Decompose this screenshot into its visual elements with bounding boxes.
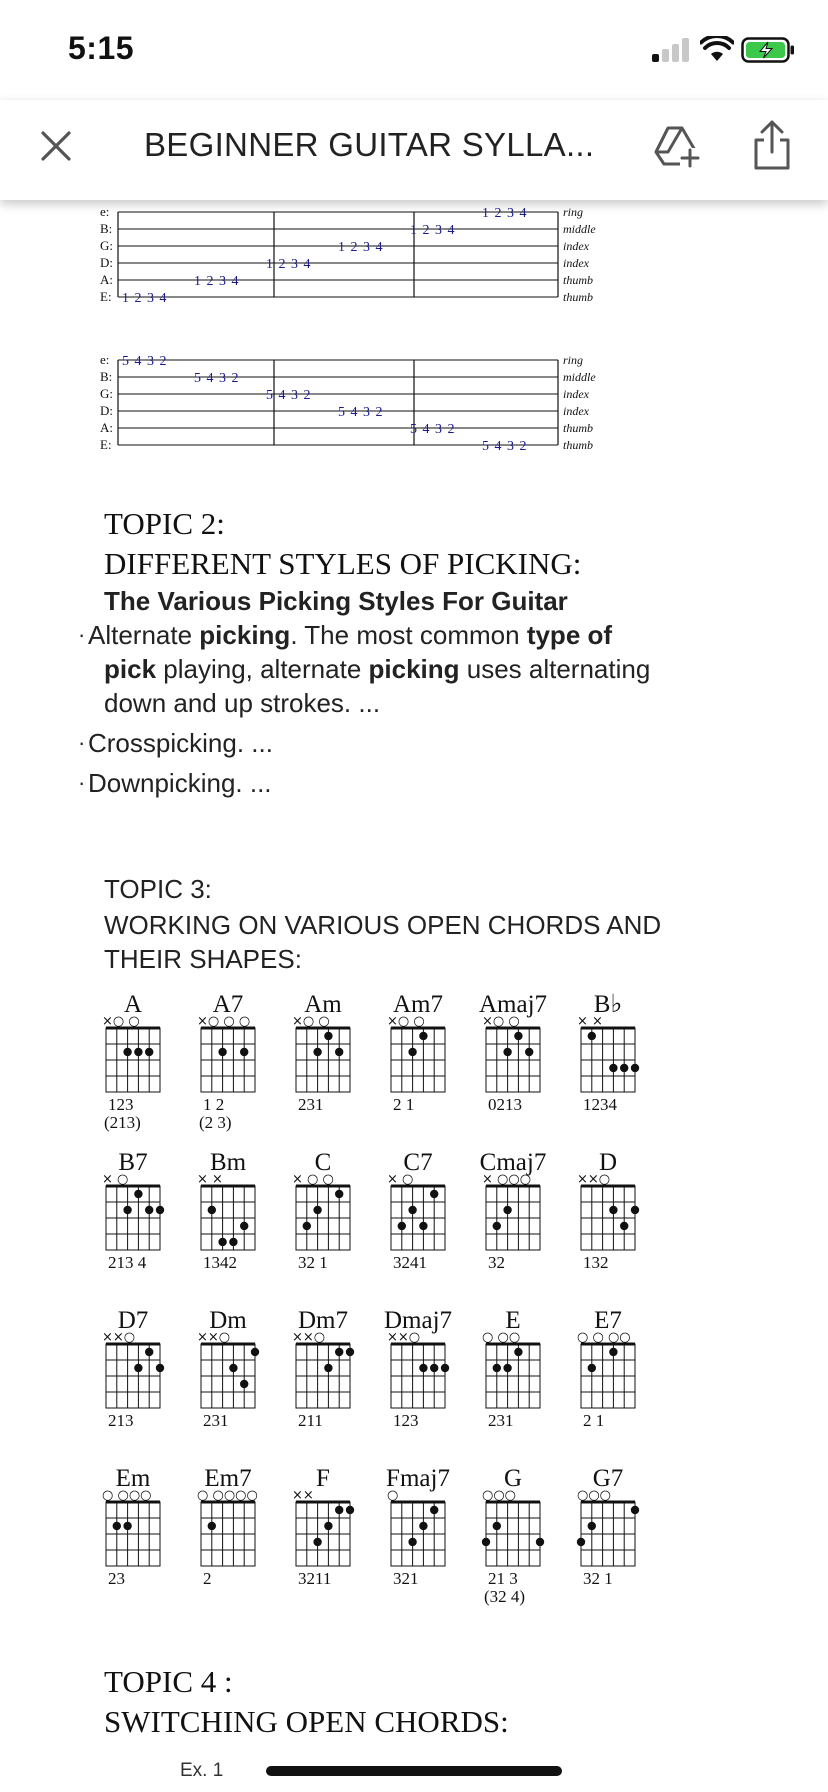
- battery-charging-icon: [741, 37, 795, 63]
- chord-name: Em7: [204, 1465, 252, 1492]
- status-time: 5:15: [68, 30, 135, 66]
- string-label: E:: [100, 289, 112, 304]
- finger-dot: [229, 1238, 237, 1246]
- open-muted-markers: ××○: [292, 1330, 326, 1345]
- finger-label: thumb: [563, 421, 593, 435]
- document-header: [0, 100, 828, 200]
- chord-diagram: [292, 1307, 354, 1430]
- finger-dot: [240, 1222, 248, 1230]
- open-muted-markers: ○ ○ ○○: [577, 1330, 631, 1345]
- wifi-icon: [700, 36, 734, 62]
- finger-dot: [113, 1522, 121, 1530]
- chord-diagram: [197, 1307, 259, 1430]
- chord-diagram: [479, 991, 547, 1114]
- finger-dot: [123, 1522, 131, 1530]
- finger-dot: [430, 1364, 438, 1372]
- finger-dot: [514, 1348, 522, 1356]
- string-label: E:: [100, 437, 112, 452]
- fret-number-group: 5 4 3 2: [122, 354, 168, 369]
- finger-dot: [609, 1206, 617, 1214]
- string-label: A:: [100, 420, 113, 435]
- open-muted-markers: ×○ ○ ○: [197, 1014, 251, 1029]
- chord-fingering: 21 3: [488, 1569, 518, 1588]
- finger-dot: [324, 1364, 332, 1372]
- chord-fingering: 32 1: [298, 1253, 328, 1272]
- string-label: B:: [100, 221, 113, 236]
- open-muted-markers: × ○: [102, 1172, 129, 1187]
- finger-dot: [482, 1538, 490, 1546]
- chord-diagram: [292, 991, 350, 1114]
- finger-dot: [408, 1206, 416, 1214]
- chord-diagram: [482, 1307, 540, 1430]
- chord-name: G: [503, 1465, 523, 1492]
- chord-fingering: 231: [298, 1095, 324, 1114]
- chord-fingering: 213: [108, 1411, 134, 1430]
- finger-dot: [145, 1348, 153, 1356]
- open-muted-markers: × ○: [387, 1172, 414, 1187]
- open-muted-markers: ○ ○○○○: [197, 1488, 258, 1503]
- fret-number-group: 5 4 3 2: [410, 422, 456, 437]
- chord-fingering: 231: [488, 1411, 514, 1430]
- string-label: D:: [100, 403, 113, 418]
- finger-dot: [145, 1206, 153, 1214]
- finger-dot: [229, 1364, 237, 1372]
- finger-dot: [609, 1348, 617, 1356]
- chord-fingering: 211: [298, 1411, 323, 1430]
- finger-dot: [208, 1522, 216, 1530]
- finger-label: ring: [563, 353, 584, 367]
- chord-name: Am: [304, 991, 342, 1018]
- chord-diagram: [577, 1149, 639, 1272]
- chord-fingering: 321: [393, 1569, 419, 1588]
- chord-name: Am7: [393, 991, 443, 1018]
- topic-4-title: SWITCHING OPEN CHORDS:: [104, 1704, 509, 1739]
- fret-number-group: 1 2 3 4: [266, 257, 312, 272]
- chord-alt-fingering: (32 4): [484, 1587, 526, 1606]
- finger-dot: [240, 1380, 248, 1388]
- chord-fingering: 3211: [298, 1569, 332, 1588]
- tablature-exercise-1: [100, 200, 620, 310]
- finger-dot: [620, 1222, 628, 1230]
- finger-dot: [335, 1190, 343, 1198]
- chord-diagram: [102, 1307, 164, 1430]
- chord-diagram: [197, 1465, 258, 1588]
- bullet-mark: ·: [78, 730, 86, 755]
- chord-diagram: [102, 991, 160, 1132]
- chord-fingering: 32: [488, 1253, 505, 1272]
- chord-fingering: 2 1: [583, 1411, 605, 1430]
- finger-dot: [408, 1048, 416, 1056]
- chord-name: A: [123, 991, 143, 1018]
- chord-diagram: [292, 1149, 350, 1272]
- finger-dot: [218, 1048, 226, 1056]
- chord-name: Bm: [209, 1149, 247, 1176]
- open-muted-markers: ○ ○○: [482, 1330, 521, 1345]
- share-button[interactable]: [748, 118, 796, 172]
- chord-name: A7: [212, 991, 244, 1018]
- document-content[interactable]: [0, 200, 828, 1792]
- open-muted-markers: × ×: [577, 1014, 603, 1029]
- chord-name: Dm: [209, 1307, 247, 1334]
- close-icon: [39, 129, 73, 163]
- chord-name: Fmaj7: [386, 1465, 450, 1492]
- finger-dot: [123, 1048, 131, 1056]
- finger-label: thumb: [563, 273, 593, 287]
- bullet-mark: ·: [78, 622, 86, 647]
- open-muted-markers: ○: [387, 1488, 399, 1503]
- finger-dot: [441, 1364, 449, 1372]
- open-muted-markers: ×○ ○: [482, 1014, 520, 1029]
- chord-name: E7: [594, 1307, 622, 1334]
- chord-fingering: 3241: [393, 1253, 427, 1272]
- finger-dot: [620, 1064, 628, 1072]
- chord-name: Amaj7: [478, 991, 548, 1018]
- share-icon: [748, 118, 796, 172]
- finger-dot: [503, 1048, 511, 1056]
- tablature-exercise-2: [100, 348, 620, 458]
- finger-dot: [631, 1064, 639, 1072]
- bullet-mark: ·: [78, 770, 86, 795]
- open-muted-markers: ×○ ○: [387, 1014, 425, 1029]
- finger-label: middle: [563, 370, 596, 384]
- chord-fingering: 123: [108, 1095, 134, 1114]
- chord-diagram: [386, 1465, 450, 1588]
- finger-label: index: [563, 404, 589, 418]
- status-bar: [0, 0, 828, 100]
- close-button[interactable]: [34, 124, 78, 168]
- string-label: G:: [100, 238, 113, 253]
- open-muted-markers: × ○ ○: [292, 1172, 334, 1187]
- chord-diagram: [577, 991, 639, 1114]
- open-muted-markers: ××○: [197, 1330, 231, 1345]
- finger-dot: [335, 1348, 343, 1356]
- open-muted-markers: ××○: [387, 1330, 421, 1345]
- chord-diagram: [387, 1149, 445, 1272]
- finger-dot: [346, 1506, 354, 1514]
- finger-label: index: [563, 239, 589, 253]
- finger-dot: [430, 1506, 438, 1514]
- topic-2-subtitle: The Various Picking Styles For Guitar: [104, 586, 568, 616]
- topic-3-title-line-2: THEIR SHAPES:: [104, 944, 302, 974]
- finger-dot: [134, 1048, 142, 1056]
- chord-diagram: [102, 1149, 164, 1272]
- finger-dot: [493, 1222, 501, 1230]
- finger-dot: [609, 1064, 617, 1072]
- open-muted-markers: × ×: [197, 1172, 223, 1187]
- finger-dot: [303, 1222, 311, 1230]
- chord-diagram: [197, 1149, 255, 1272]
- chord-name: F: [316, 1465, 330, 1492]
- string-label: e:: [100, 352, 110, 367]
- chord-diagram: [292, 1465, 354, 1588]
- finger-dot: [577, 1538, 585, 1546]
- open-muted-markers: ○○○: [482, 1488, 517, 1503]
- finger-dot: [588, 1364, 596, 1372]
- chord-name: C: [314, 1149, 332, 1176]
- finger-dot: [419, 1032, 427, 1040]
- finger-dot: [208, 1206, 216, 1214]
- chord-fingering: 123: [393, 1411, 419, 1430]
- finger-dot: [313, 1206, 321, 1214]
- finger-dot: [408, 1538, 416, 1546]
- fret-number-group: 1 2 3 4: [482, 206, 528, 221]
- open-muted-markers: ×○ ○: [102, 1014, 140, 1029]
- finger-dot: [514, 1032, 522, 1040]
- chord-fingering: 1 2: [203, 1095, 225, 1114]
- string-label: G:: [100, 386, 113, 401]
- finger-dot: [251, 1348, 259, 1356]
- chord-name: B7: [118, 1149, 148, 1176]
- chord-name: D: [598, 1149, 618, 1176]
- finger-dot: [419, 1364, 427, 1372]
- finger-dot: [134, 1364, 142, 1372]
- topic-2-heading: TOPIC 2:: [104, 506, 225, 541]
- chord-diagram: [577, 1465, 639, 1588]
- list-item: · Crosspicking. ...: [78, 728, 273, 758]
- string-label: D:: [100, 255, 113, 270]
- finger-dot: [525, 1048, 533, 1056]
- chord-fingering: 32 1: [583, 1569, 613, 1588]
- chord-name: D7: [117, 1307, 149, 1334]
- finger-dot: [324, 1522, 332, 1530]
- chord-chart-grid: [96, 988, 696, 1638]
- finger-label: ring: [563, 205, 584, 219]
- cellular-signal-icon: [652, 38, 692, 62]
- chord-fingering: 1342: [203, 1253, 237, 1272]
- finger-dot: [324, 1032, 332, 1040]
- finger-dot: [536, 1538, 544, 1546]
- finger-dot: [503, 1206, 511, 1214]
- finger-dot: [218, 1238, 226, 1246]
- chord-diagram: [197, 991, 255, 1132]
- finger-dot: [419, 1222, 427, 1230]
- fret-number-group: 1 2 3 4: [410, 223, 456, 238]
- list-item: · Downpicking. ...: [78, 768, 272, 798]
- finger-dot: [398, 1222, 406, 1230]
- chord-fingering: 213 4: [108, 1253, 147, 1272]
- topic-3-heading: TOPIC 3:: [104, 874, 212, 904]
- chord-fingering: 0213: [488, 1095, 522, 1114]
- finger-dot: [493, 1364, 501, 1372]
- add-to-drive-button[interactable]: [652, 122, 700, 170]
- finger-dot: [145, 1048, 153, 1056]
- home-indicator[interactable]: [266, 1766, 562, 1776]
- chord-diagram: [482, 1465, 544, 1606]
- finger-label: middle: [563, 222, 596, 236]
- chord-diagram: [577, 1307, 635, 1430]
- open-muted-markers: ○○○: [577, 1488, 612, 1503]
- finger-dot: [134, 1190, 142, 1198]
- open-muted-markers: × ○○○: [482, 1172, 532, 1187]
- string-label: A:: [100, 272, 113, 287]
- string-label: B:: [100, 369, 113, 384]
- chord-name: B♭: [593, 991, 623, 1018]
- chord-fingering: 132: [583, 1253, 609, 1272]
- chord-diagram: [384, 1307, 452, 1430]
- chord-name: Dmaj7: [383, 1307, 453, 1334]
- finger-dot: [493, 1522, 501, 1530]
- chord-fingering: 23: [108, 1569, 125, 1588]
- finger-dot: [313, 1538, 321, 1546]
- chord-name: Em: [115, 1465, 151, 1492]
- chord-name: Cmaj7: [479, 1149, 547, 1176]
- chord-name: C7: [403, 1149, 433, 1176]
- chord-name: E: [505, 1307, 521, 1334]
- fret-number-group: 5 4 3 2: [266, 388, 312, 403]
- finger-dot: [335, 1048, 343, 1056]
- finger-dot: [430, 1190, 438, 1198]
- open-muted-markers: ××: [292, 1488, 314, 1503]
- open-muted-markers: ××○: [577, 1172, 611, 1187]
- fret-number-group: 1 2 3 4: [338, 240, 384, 255]
- finger-dot: [631, 1206, 639, 1214]
- finger-dot: [156, 1206, 164, 1214]
- finger-label: index: [563, 387, 589, 401]
- finger-dot: [588, 1522, 596, 1530]
- chord-fingering: 2: [203, 1569, 212, 1588]
- finger-dot: [503, 1364, 511, 1372]
- string-label: e:: [100, 204, 110, 219]
- topic-3-title-line-1: WORKING ON VARIOUS OPEN CHORDS AND: [104, 910, 662, 940]
- fret-number-group: 5 4 3 2: [482, 439, 528, 454]
- finger-label: thumb: [563, 438, 593, 452]
- chord-fingering: 2 1: [393, 1095, 415, 1114]
- finger-label: index: [563, 256, 589, 270]
- fret-number-group: 5 4 3 2: [194, 371, 240, 386]
- list-item: · Alternate picking. The most common type of pick playing, alternate picking uses alternating down and up strokes. ...: [78, 620, 651, 718]
- finger-dot: [419, 1522, 427, 1530]
- finger-dot: [123, 1206, 131, 1214]
- fret-number-group: 1 2 3 4: [122, 291, 168, 306]
- chord-fingering: 231: [203, 1411, 229, 1430]
- finger-dot: [335, 1506, 343, 1514]
- chord-diagram: [480, 1149, 547, 1272]
- chord-diagram: [387, 991, 445, 1114]
- open-muted-markers: ○ ○○○: [102, 1488, 152, 1503]
- add-to-drive-icon: [652, 122, 700, 170]
- topic-4-heading: TOPIC 4 :: [104, 1664, 233, 1699]
- chord-fingering: 1234: [583, 1095, 617, 1114]
- topic-2-title: DIFFERENT STYLES OF PICKING:: [104, 546, 582, 581]
- finger-dot: [156, 1364, 164, 1372]
- finger-dot: [346, 1348, 354, 1356]
- example-label: Ex. 1: [180, 1760, 224, 1781]
- chord-name: G7: [592, 1465, 624, 1492]
- document-title: BEGINNER GUITAR SYLLA...: [144, 126, 595, 163]
- finger-dot: [240, 1048, 248, 1056]
- chord-name: Dm7: [298, 1307, 348, 1334]
- chord-diagram: [102, 1465, 160, 1588]
- finger-label: thumb: [563, 290, 593, 304]
- finger-dot: [313, 1048, 321, 1056]
- open-muted-markers: ×○ ○: [292, 1014, 330, 1029]
- chord-alt-fingering: (213): [104, 1113, 141, 1132]
- fret-number-group: 1 2 3 4: [194, 274, 240, 289]
- chord-alt-fingering: (2 3): [199, 1113, 232, 1132]
- fret-number-group: 5 4 3 2: [338, 405, 384, 420]
- open-muted-markers: ××○: [102, 1330, 136, 1345]
- finger-dot: [631, 1506, 639, 1514]
- finger-dot: [588, 1032, 596, 1040]
